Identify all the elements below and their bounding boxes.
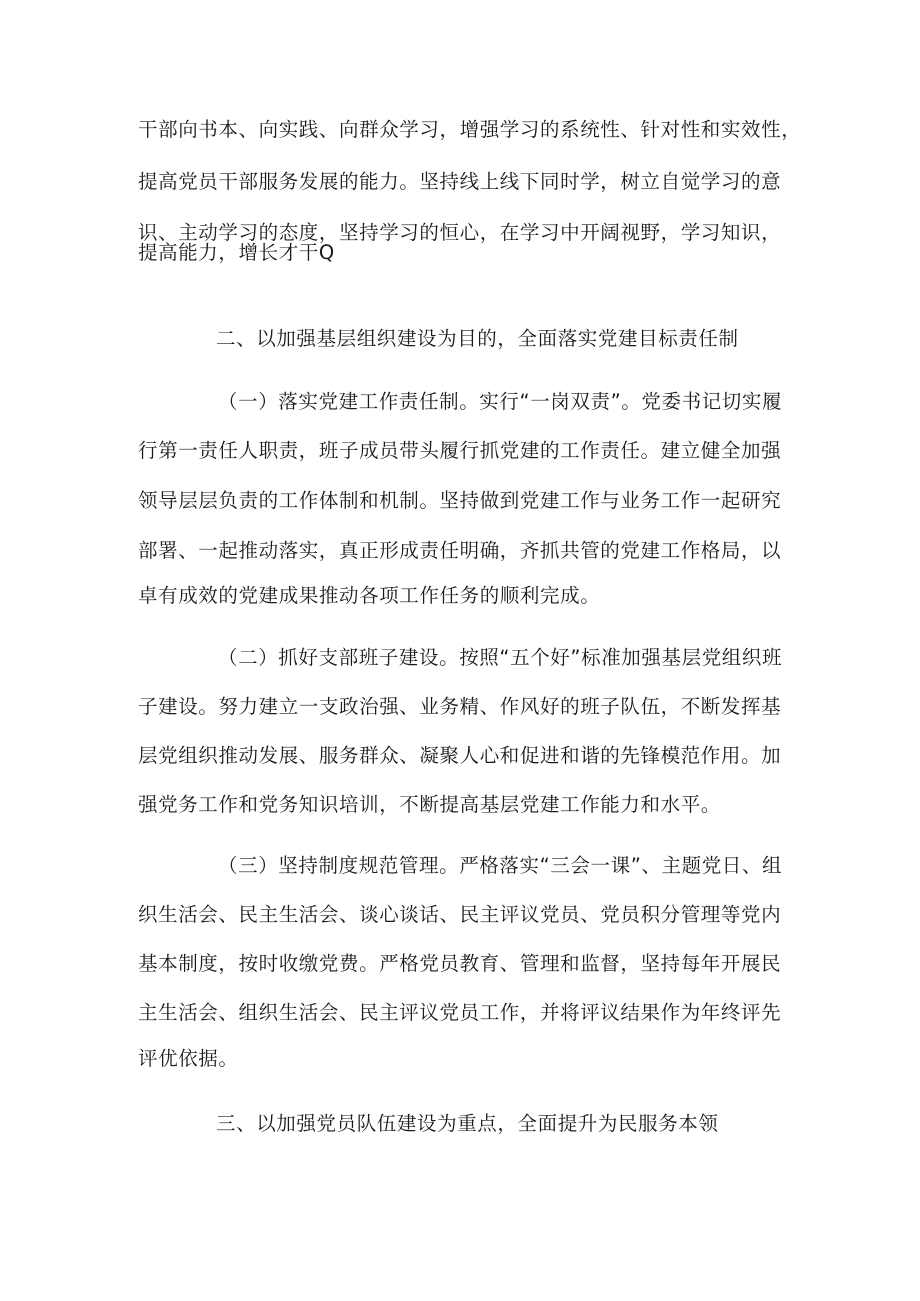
paragraph-intro-line: 提高党员干部服务发展的能力。坚持线上线下同时学，树立自觉学习的意	[138, 170, 782, 193]
paragraph-2-line: 层党组织推动发展、服务群众、凝聚人心和促进和谐的先锋模范作用。加	[138, 744, 782, 767]
paragraph-3-line: 主生活会、组织生活会、民主评议党员工作，并将评议结果作为年终评先	[138, 1001, 782, 1024]
paragraph-2-line: （二）抓好支部班子建设。按照“五个好”标准加强基层党组织班	[218, 646, 783, 669]
paragraph-1-line: 卓有成效的党建成果推动各项工作任务的顺利完成。	[138, 584, 601, 607]
paragraph-1-line: 部署、一起推动落实，真正形成责任明确，齐抓共管的党建工作格局，以	[138, 539, 782, 562]
paragraph-intro-line: 识、主动学习的态度，坚持学习的恒心，在学习中开阔视野，学习知识，	[138, 221, 782, 244]
paragraph-2-line: 子建设。努力建立一支政治强、业务精、作风好的班子队伍，不断发挥基	[138, 695, 782, 718]
paragraph-intro-line: 提高能力，增长才干Q	[138, 241, 335, 264]
section-heading-2: 二、以加强基层组织建设为目的，全面落实党建目标责任制	[216, 327, 739, 350]
paragraph-1-line: （一）落实党建工作责任制。实行“一岗双责”。党委书记切实履	[218, 390, 783, 413]
paragraph-3-line: 基本制度，按时收缴党费。严格党员教育、管理和监督，坚持每年开展民	[138, 952, 782, 975]
paragraph-2-line: 强党务工作和党务知识培训，不断提高基层党建工作能力和水平。	[138, 793, 721, 816]
paragraph-3-line: 织生活会、民主生活会、谈心谈话、民主评议党员、党员积分管理等党内	[138, 903, 782, 926]
paragraph-3-line: （三）坚持制度规范管理。严格落实“三会一课”、主题党日、组	[218, 854, 783, 877]
paragraph-intro-line: 干部向书本、向实践、向群众学习，增强学习的系统性、针对性和实效性，	[138, 118, 802, 141]
paragraph-1-line: 行第一责任人职责，班子成员带头履行抓党建的工作责任。建立健全加强	[138, 439, 782, 462]
paragraph-3-line: 评优依据。	[138, 1047, 239, 1070]
section-heading-3: 三、以加强党员队伍建设为重点，全面提升为民服务本领	[216, 1112, 719, 1135]
paragraph-1-line: 领导层层负责的工作体制和机制。坚持做到党建工作与业务工作一起研究	[138, 489, 782, 512]
